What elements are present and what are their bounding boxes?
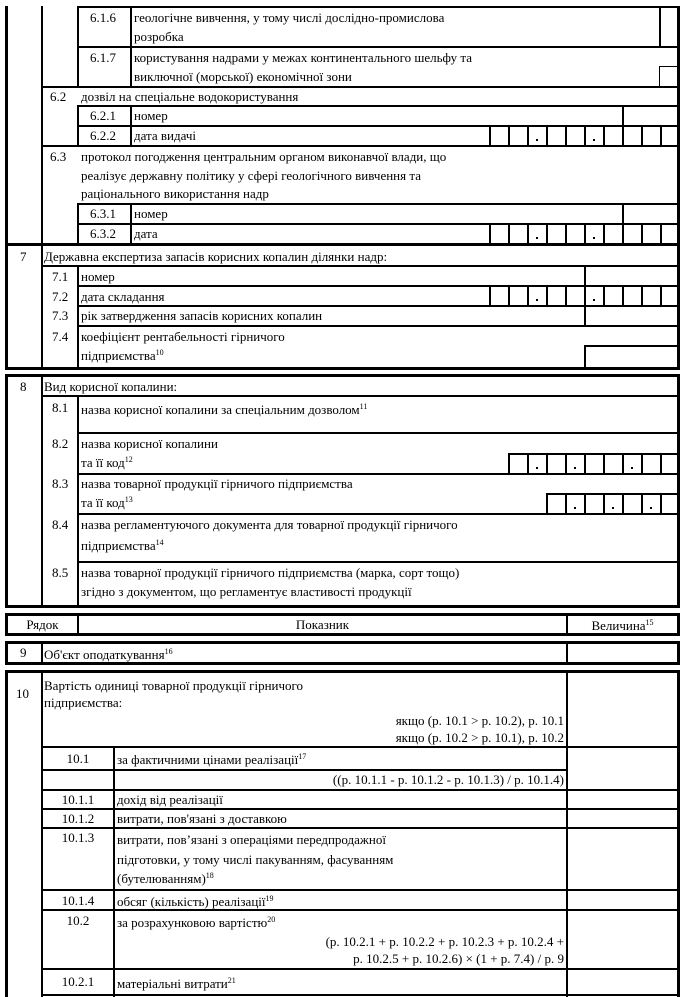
row-num-10-1-4: 10.1.4	[61, 893, 95, 908]
row-num-7-4: 7.4	[52, 329, 69, 344]
value-10-1[interactable]	[568, 748, 677, 789]
row-num-10-2: 10.2	[66, 913, 90, 928]
row-label-8-1: назва корисної копалини за спеціальним дозволом$^{11}$	[81, 402, 368, 417]
input-7-4-coefficient[interactable]	[586, 347, 677, 367]
row-label-8-3-line1: назва товарної продукції гірничого підприємства	[81, 476, 353, 491]
row-label-10-1-1: дохід від реалізації	[117, 792, 223, 807]
row-label-7-2: дата складання	[81, 289, 165, 304]
header-indicator: Показник	[295, 617, 350, 632]
code-input-8-2[interactable]	[508, 453, 678, 473]
row-label-8-3-line2: та її код$^{13}$	[81, 495, 133, 510]
row-num-10-2-1: 10.2.1	[61, 974, 95, 989]
row-label-6-1-7-line2: виключної (морської) економічної зони	[134, 69, 352, 84]
section-10-cond2: якщо (р. 10.2 > р. 10.1), р. 10.2	[395, 730, 564, 745]
section-8-num: 8	[20, 379, 27, 394]
row-label-10-1-3-line2: підготовки, у тому числі пакуванням, фасуванням	[117, 852, 394, 867]
row-label-7-1: номер	[81, 269, 115, 284]
value-10-2[interactable]	[568, 911, 677, 968]
row-num-6-1-7: 6.1.7	[90, 50, 116, 65]
value-10-1-3[interactable]	[568, 829, 677, 889]
section-7-num: 7	[20, 249, 27, 264]
row-label-8-4-line1: назва регламентуючого документа для товарної продукції гірничого	[81, 517, 458, 532]
value-9[interactable]	[568, 644, 677, 662]
row-label-10-1-2: витрати, пов'язані з доставкою	[117, 811, 287, 826]
row-label-8-5-line2: згідно з документом, що регламентує властивості продукції	[81, 584, 412, 599]
row-num-10-1-1: 10.1.1	[61, 792, 95, 807]
row-label-10-1-3-line3: (бутелюванням)$^{18}$	[117, 871, 214, 886]
header-row: Рядок	[26, 617, 59, 632]
row-label-6-3-line1: протокол погодження центральним органом виконавчої влади, що	[81, 149, 447, 164]
row-label-7-3: рік затвердження запасів корисних копалин	[81, 308, 323, 323]
row-label-10-2-1: матеріальні витрати$^{21}$	[117, 976, 236, 991]
row-num-8-3: 8.3	[52, 476, 69, 491]
input-6-3-1-number[interactable]	[624, 205, 677, 223]
row-num-6-3: 6.3	[50, 149, 67, 164]
row-label-8-2-line2: та її код$^{12}$	[81, 455, 133, 470]
row-formula-10-1: ((р. 10.1.1 - р. 10.1.2 - р. 10.1.3) / р. 10.1.4)	[332, 772, 564, 787]
section-10-line2: підприємства:	[44, 695, 123, 710]
row-num-6-2-1: 6.2.1	[90, 108, 116, 123]
row-label-8-5-line1: назва товарної продукції гірничого підприємства (марка, сорт тощо)	[81, 565, 460, 580]
row-num-8-5: 8.5	[52, 565, 69, 580]
row-label-6-3-1: номер	[134, 206, 168, 221]
row-label-6-3-2: дата	[134, 226, 158, 241]
value-10-1-1[interactable]	[568, 791, 677, 808]
row-num-8-1: 8.1	[52, 400, 69, 415]
row-num-8-2: 8.2	[52, 436, 69, 451]
input-7-3-year[interactable]	[586, 307, 677, 325]
row-label-6-1-6-line2: розробка	[134, 29, 184, 44]
row-num-10-1-2: 10.1.2	[61, 811, 95, 826]
section-7-title: Державна експертиза запасів корисних копалин ділянки надр:	[44, 249, 388, 264]
row-num-7-2: 7.2	[52, 289, 69, 304]
row-label-6-3-line2: реалізує державну політику у сфері геологічного вивчення та	[81, 168, 421, 183]
date-input-7-2[interactable]	[489, 285, 677, 305]
header-value: Величина$^{15}$	[591, 618, 654, 633]
section-8-title: Вид корисної копалини:	[44, 379, 178, 394]
section-10-num: 10	[16, 686, 29, 701]
row-label-8-4-line2: підприємства$^{14}$	[81, 538, 164, 553]
row-num-6-2: 6.2	[50, 89, 67, 104]
row-label-6-2: дозвіл на спеціальне водокористування	[81, 89, 299, 104]
section-10-cond1: якщо (р. 10.1 > р. 10.2), р. 10.1	[395, 713, 564, 728]
row-num-10-1-3: 10.1.3	[61, 830, 95, 845]
row-num-8-4: 8.4	[52, 517, 69, 532]
row-num-7-1: 7.1	[52, 269, 69, 284]
date-input-6-2-2[interactable]	[489, 125, 677, 145]
section-10-line1: Вартість одиниці товарної продукції гірничого	[44, 678, 304, 693]
row-formula-10-2-line1: (р. 10.2.1 + р. 10.2.2 + р. 10.2.3 + р. 10.2.4 +	[325, 934, 564, 949]
row-num-6-3-1: 6.3.1	[90, 206, 116, 221]
row-label-6-2-2: дата видачі	[134, 128, 197, 143]
row-num-6-2-2: 6.2.2	[90, 128, 116, 143]
section-9-num: 9	[20, 645, 27, 660]
value-10-1-2[interactable]	[568, 810, 677, 827]
row-label-8-2-line1: назва корисної копалини	[81, 436, 218, 451]
row-label-6-2-1: номер	[134, 108, 168, 123]
row-label-6-1-6-line1: геологічне вивчення, у тому числі дослідно-промислова	[134, 10, 445, 25]
row-label-7-4-line1: коефіцієнт рентабельності гірничого	[81, 329, 285, 344]
row-num-6-3-2: 6.3.2	[90, 226, 116, 241]
section-9-label: Об'єкт оподаткування$^{16}$	[44, 647, 173, 662]
row-formula-10-2-line2: р. 10.2.5 + р. 10.2.6) × (1 + р. 7.4) / р. 9	[353, 951, 564, 966]
row-num-10-1: 10.1	[66, 751, 90, 766]
row-num-7-3: 7.3	[52, 308, 69, 323]
row-label-6-3-line3: раціонального використання надр	[81, 186, 269, 201]
row-label-6-1-7-line1: користування надрами у межах континентального шельфу та	[134, 50, 473, 65]
date-input-6-3-2[interactable]	[489, 223, 677, 243]
row-num-6-1-6: 6.1.6	[90, 10, 116, 25]
row-label-10-2: за розрахунковою вартістю$^{20}$	[117, 915, 276, 930]
value-10-1-4[interactable]	[568, 891, 677, 909]
input-6-2-1-number[interactable]	[624, 107, 677, 125]
row-label-10-1-4: обсяг (кількість) реалізації$^{19}$	[117, 894, 274, 909]
value-10-2-1[interactable]	[568, 970, 677, 994]
row-label-7-4-line2: підприємства$^{10}$	[81, 348, 164, 363]
row-label-10-1-3-line1: витрати, пов’язані з операціями передпродажної	[117, 832, 386, 847]
checkbox-6-1-7[interactable]	[659, 66, 679, 87]
code-input-8-3[interactable]	[546, 493, 678, 513]
input-7-1-number[interactable]	[586, 267, 677, 285]
row-label-10-1: за фактичними цінами реалізації$^{17}$	[117, 752, 307, 767]
input-8-1[interactable]	[79, 415, 677, 432]
value-10[interactable]	[568, 673, 677, 746]
